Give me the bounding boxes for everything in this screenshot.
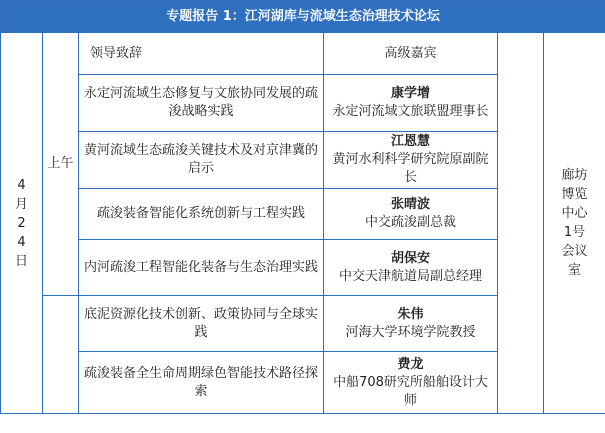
date-cell <box>1 33 43 414</box>
table-row <box>1 33 605 75</box>
speaker-cell <box>324 75 498 132</box>
speaker-title: 中交疏浚副总裁 <box>364 215 456 230</box>
period-morning: 上午 <box>43 33 79 296</box>
speaker-name: 朱伟 <box>397 306 424 322</box>
speaker-name: 张晴波 <box>390 197 430 212</box>
speaker-cell <box>324 352 498 414</box>
date-label: 4 月 24 日 <box>14 177 28 269</box>
speaker-cell <box>324 240 498 296</box>
topic-cell: 疏浚装备全生命周期绿色智能技术路径探索 <box>79 352 324 414</box>
speaker-cell <box>324 33 498 75</box>
speaker-cell <box>324 189 498 240</box>
speaker-name: 胡保安 <box>390 250 430 266</box>
venue-label: 廊坊博览中心1号会议室 <box>561 168 588 278</box>
speaker-title: 中交天津航道局副总经理 <box>338 268 482 284</box>
session-title: 专题报告 1：江河湖库与流域生态治理技术论坛 <box>1 1 605 33</box>
empty-cell <box>498 33 544 414</box>
speaker-name: 江恩慧 <box>390 134 430 149</box>
topic-cell: 内河疏浚工程智能化装备与生态治理实践 <box>79 240 324 296</box>
topic-cell: 黄河流域生态疏浚关键技术及对京津冀的启示 <box>79 132 324 189</box>
topic-cell: 领导致辞 <box>79 33 324 75</box>
topic-cell: 疏浚装备智能化系统创新与工程实践 <box>79 189 324 240</box>
speaker-name: 费龙 <box>397 356 424 372</box>
speaker-title: 黄河水利科学研究院原副院长 <box>332 152 489 185</box>
speaker-cell <box>324 296 498 352</box>
topic-cell: 永定河流域生态修复与文旅协同发展的疏浚战略实践 <box>79 75 324 132</box>
speaker-title: 高级嘉宾 <box>384 45 437 61</box>
topic-cell: 底泥资源化技术创新、政策协同与全球实践 <box>79 296 324 352</box>
speaker-title: 永定河流域文旅联盟理事长 <box>332 104 489 119</box>
speaker-title: 中船708研究所船舶设计大师 <box>333 374 488 408</box>
table-header-row <box>1 1 605 33</box>
speaker-cell <box>324 132 498 189</box>
speaker-name: 康学增 <box>390 86 430 101</box>
speaker-title: 河海大学环境学院教授 <box>345 324 476 340</box>
period-cell-empty <box>43 296 79 414</box>
venue-cell <box>544 33 605 414</box>
